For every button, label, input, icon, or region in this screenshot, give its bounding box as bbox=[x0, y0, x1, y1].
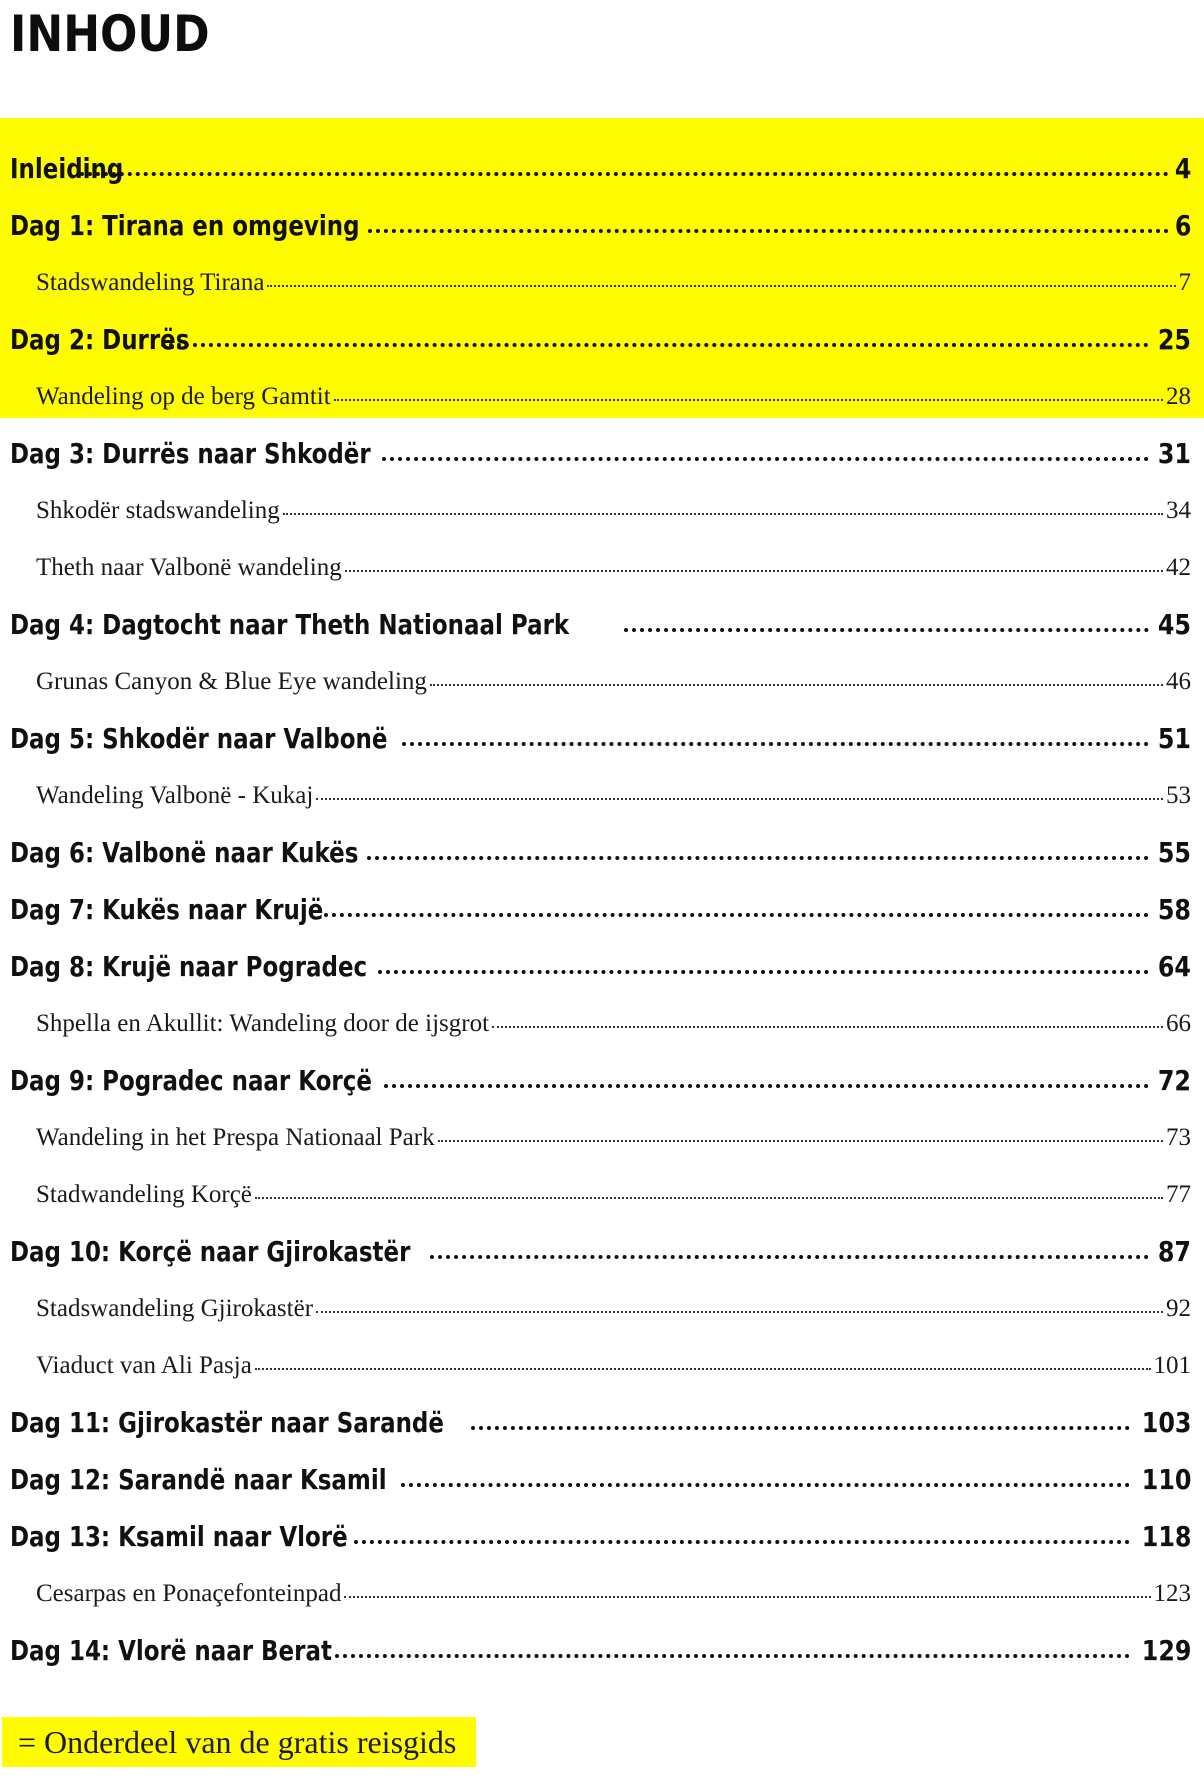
toc-dot-leader bbox=[382, 456, 1149, 461]
toc-entry-label: Dag 12: Sarandë naar Ksamil bbox=[10, 1463, 387, 1496]
toc-dot-leader bbox=[161, 342, 1149, 347]
toc-page-number: 72 bbox=[1157, 1064, 1191, 1097]
toc-entry-label: Dag 13: Ksamil naar Vlorë bbox=[10, 1520, 348, 1553]
toc-entry-label: Stadwandeling Korçë bbox=[36, 1181, 252, 1208]
toc-section[interactable] bbox=[0, 767, 1204, 824]
toc-page-number: 66 bbox=[1166, 1010, 1191, 1037]
toc-chapter[interactable] bbox=[0, 425, 1204, 482]
toc-dot-leader bbox=[438, 1139, 1163, 1142]
toc-dot-leader bbox=[492, 1025, 1163, 1028]
toc-entry-label: Dag 4: Dagtocht naar Theth Nationaal Park bbox=[10, 608, 570, 641]
toc-section[interactable] bbox=[0, 539, 1204, 596]
toc-page-number: 34 bbox=[1166, 497, 1191, 524]
toc-entry-label: Dag 6: Valbonë naar Kukës bbox=[10, 836, 359, 869]
toc-page-number: 73 bbox=[1166, 1124, 1191, 1151]
toc-entry-label: Dag 5: Shkodër naar Valbonë bbox=[10, 722, 388, 755]
toc-page-number: 64 bbox=[1157, 950, 1191, 983]
toc-section[interactable] bbox=[0, 653, 1204, 710]
toc-page-number: 55 bbox=[1157, 836, 1191, 869]
toc-dot-leader bbox=[402, 741, 1149, 746]
toc-entry-label: Dag 11: Gjirokastër naar Sarandë bbox=[10, 1406, 444, 1439]
toc-page-number: 87 bbox=[1157, 1235, 1191, 1268]
toc-page-number: 77 bbox=[1166, 1181, 1191, 1208]
toc-page-number: 7 bbox=[1178, 269, 1191, 296]
toc-dot-leader bbox=[255, 1367, 1151, 1370]
toc-chapter[interactable] bbox=[0, 1508, 1204, 1565]
toc-entry-label: Dag 7: Kukës naar Krujë bbox=[10, 893, 324, 926]
toc-entry-label: Inleiding bbox=[10, 152, 124, 185]
toc-chapter[interactable] bbox=[0, 881, 1204, 938]
toc-dot-leader bbox=[255, 1196, 1163, 1199]
toc-chapter[interactable] bbox=[0, 1451, 1204, 1508]
toc-dot-leader bbox=[345, 569, 1163, 572]
toc-dot-leader bbox=[368, 228, 1168, 233]
toc-entry-label: Theth naar Valbonë wandeling bbox=[36, 554, 342, 581]
toc-page-number: 45 bbox=[1157, 608, 1191, 641]
toc-chapter[interactable] bbox=[0, 596, 1204, 653]
toc-dot-leader bbox=[401, 1482, 1129, 1487]
toc-chapter[interactable] bbox=[0, 1052, 1204, 1109]
toc-entry-label: Dag 9: Pogradec naar Korçë bbox=[10, 1064, 372, 1097]
toc-dot-leader bbox=[267, 284, 1175, 287]
toc-page-number: 28 bbox=[1166, 383, 1191, 410]
legend-free-guide bbox=[2, 1717, 476, 1767]
toc-section[interactable] bbox=[0, 368, 1204, 425]
toc-chapter[interactable] bbox=[0, 824, 1204, 881]
toc-dot-leader bbox=[430, 683, 1163, 686]
toc-page-number: 123 bbox=[1153, 1580, 1191, 1607]
toc-chapter[interactable] bbox=[0, 140, 1204, 197]
toc-page-number: 101 bbox=[1153, 1352, 1191, 1379]
toc-entry-label: Cesarpas en Ponaçefonteinpad bbox=[36, 1580, 342, 1607]
toc-chapter[interactable] bbox=[0, 1223, 1204, 1280]
toc-dot-leader bbox=[335, 1653, 1130, 1658]
toc-page-number: 46 bbox=[1166, 668, 1191, 695]
toc-section[interactable] bbox=[0, 1166, 1204, 1223]
toc-entry-label: Stadswandeling Tirana bbox=[36, 269, 265, 296]
toc-entry-label: Dag 14: Vlorë naar Berat bbox=[10, 1634, 332, 1667]
toc-dot-leader bbox=[354, 1539, 1130, 1544]
toc-dot-leader bbox=[80, 171, 1168, 176]
toc-entry-label: Shkodër stadswandeling bbox=[36, 497, 280, 524]
toc-dot-leader bbox=[324, 912, 1149, 917]
toc-page-number: 110 bbox=[1141, 1463, 1191, 1496]
toc-chapter[interactable] bbox=[0, 311, 1204, 368]
toc-page-number: 53 bbox=[1166, 782, 1191, 809]
toc-dot-leader bbox=[624, 627, 1149, 632]
toc-entry-label: Stadswandeling Gjirokastër bbox=[36, 1295, 314, 1322]
toc-section[interactable] bbox=[0, 995, 1204, 1052]
toc-page-number: 6 bbox=[1174, 209, 1191, 242]
toc-section[interactable] bbox=[0, 254, 1204, 311]
toc-dot-leader bbox=[471, 1425, 1129, 1430]
toc-dot-leader bbox=[316, 797, 1163, 800]
toc-dot-leader bbox=[316, 1310, 1163, 1313]
toc-dot-leader bbox=[283, 512, 1163, 515]
toc-section[interactable] bbox=[0, 482, 1204, 539]
toc-section[interactable] bbox=[0, 1565, 1204, 1622]
toc-entry-label: Wandeling op de berg Gamtit bbox=[36, 383, 331, 410]
toc-page-number: 25 bbox=[1157, 323, 1191, 356]
toc-entry-label: Dag 10: Korçë naar Gjirokastër bbox=[10, 1235, 411, 1268]
toc-chapter[interactable] bbox=[0, 938, 1204, 995]
toc-page-number: 118 bbox=[1141, 1520, 1191, 1553]
toc-dot-leader bbox=[367, 855, 1149, 860]
page-title: INHOUD bbox=[10, 5, 210, 63]
toc-page-number: 31 bbox=[1157, 437, 1191, 470]
toc-dot-leader bbox=[384, 1083, 1150, 1088]
toc-entry-label: Wandeling Valbonë - Kukaj bbox=[36, 782, 314, 809]
toc-page-number: 42 bbox=[1166, 554, 1191, 581]
toc-chapter[interactable] bbox=[0, 1622, 1204, 1679]
toc-page-number: 58 bbox=[1157, 893, 1191, 926]
toc-page-number: 4 bbox=[1174, 152, 1191, 185]
toc-page-number: 92 bbox=[1166, 1295, 1191, 1322]
toc-chapter[interactable] bbox=[0, 710, 1204, 767]
toc-entry-label: Dag 3: Durrës naar Shkodër bbox=[10, 437, 371, 470]
toc-page-number: 129 bbox=[1141, 1634, 1191, 1667]
toc-section[interactable] bbox=[0, 1280, 1204, 1337]
toc-section[interactable] bbox=[0, 1337, 1204, 1394]
toc-entry-label: Dag 2: Durrës bbox=[10, 323, 190, 356]
toc-chapter[interactable] bbox=[0, 1394, 1204, 1451]
toc-dot-leader bbox=[344, 1595, 1150, 1598]
toc-entry-label: Wandeling in het Prespa Nationaal Park bbox=[36, 1124, 435, 1151]
toc-dot-leader bbox=[378, 969, 1149, 974]
toc-dot-leader bbox=[430, 1254, 1149, 1259]
toc-dot-leader bbox=[334, 398, 1163, 401]
toc-entry-label: Shpella en Akullit: Wandeling door de ijsgrot bbox=[36, 1010, 490, 1037]
toc-entry-label: Dag 8: Krujë naar Pogradec bbox=[10, 950, 368, 983]
toc-chapter[interactable] bbox=[0, 197, 1204, 254]
toc-page-number: 51 bbox=[1157, 722, 1191, 755]
legend-text: = Onderdeel van de gratis reisgids bbox=[18, 1723, 457, 1760]
toc-entry-label: Grunas Canyon & Blue Eye wandeling bbox=[36, 668, 427, 695]
toc-page-number: 103 bbox=[1141, 1406, 1191, 1439]
toc-entry-label: Dag 1: Tirana en omgeving bbox=[10, 209, 360, 242]
toc-entry-label: Viaduct van Ali Pasja bbox=[36, 1352, 252, 1379]
toc-section[interactable] bbox=[0, 1109, 1204, 1166]
table-of-contents bbox=[0, 140, 1204, 1679]
